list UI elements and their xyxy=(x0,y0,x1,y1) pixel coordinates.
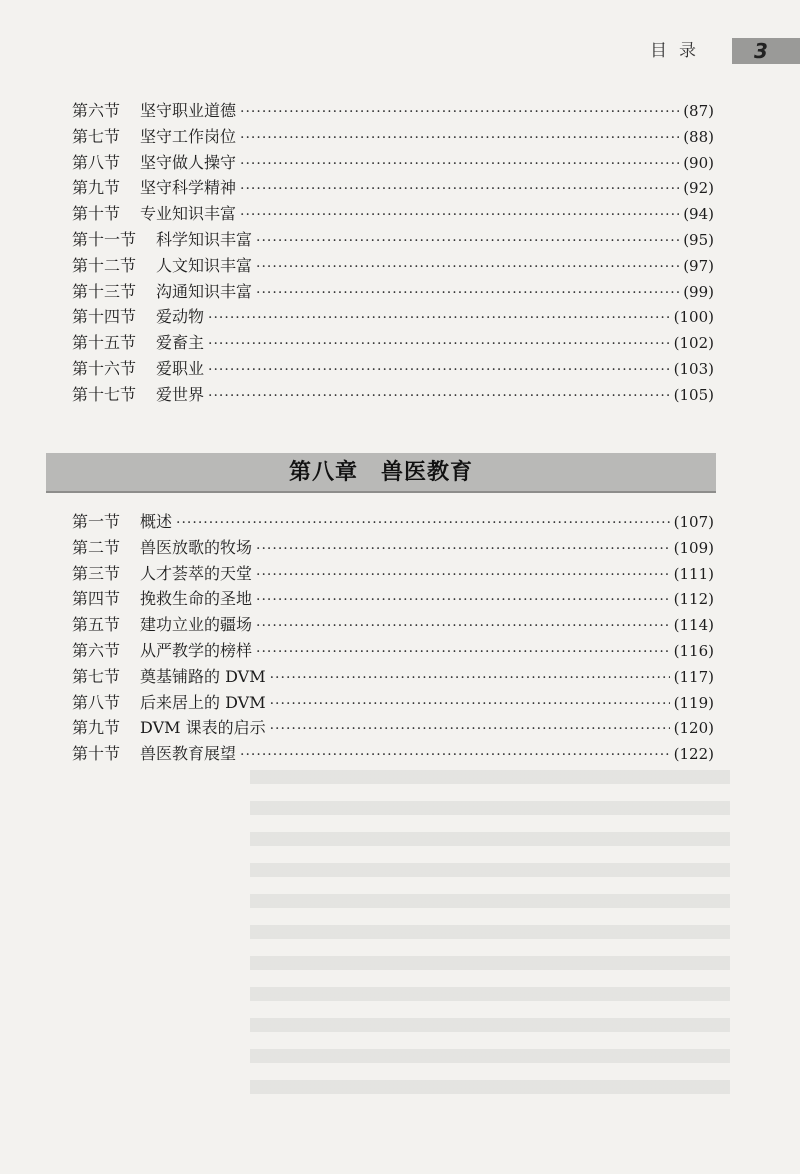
entry-section-number: 第十五节 xyxy=(72,333,137,353)
dot-leader xyxy=(256,255,679,281)
entry-page: (116) xyxy=(673,641,714,660)
toc-entry[interactable] xyxy=(72,227,714,253)
dot-leader xyxy=(176,511,670,537)
dot-leader xyxy=(208,384,670,410)
dot-leader xyxy=(240,177,679,203)
dot-leader xyxy=(240,100,679,126)
chapter-banner xyxy=(46,453,716,493)
entry-section-number: 第十一节 xyxy=(72,229,137,249)
entry-section-number: 第十二节 xyxy=(72,255,137,275)
entry-title: 坚守职业道德 xyxy=(140,101,237,120)
entry-title: 后来居上的 DVM xyxy=(140,692,266,712)
page-number: 3 xyxy=(754,39,768,63)
entry-title: 爱畜主 xyxy=(156,333,205,353)
entry-section-number: 第四节 xyxy=(72,589,121,609)
entry-page: (102) xyxy=(673,334,714,353)
toc-entry[interactable] xyxy=(72,150,714,176)
entry-page: (109) xyxy=(673,538,714,557)
entry-page: (112) xyxy=(673,590,714,609)
entry-title: 从严教学的榜样 xyxy=(140,640,253,660)
entry-title: 奠基铺路的 DVM xyxy=(140,666,266,686)
page-header xyxy=(0,38,800,64)
entry-page: (92) xyxy=(683,179,714,198)
toc-entry[interactable] xyxy=(72,330,714,356)
entry-section-number: 第九节 xyxy=(72,718,121,738)
entry-title: 坚守工作岗位 xyxy=(140,126,237,146)
entry-section-number: 第六节 xyxy=(72,101,121,120)
dot-leader xyxy=(240,126,679,152)
bleed-through-texture xyxy=(250,770,730,1100)
toc-entry[interactable] xyxy=(72,356,714,382)
dot-leader xyxy=(256,281,679,307)
entry-section-number: 第七节 xyxy=(72,126,121,146)
toc-entry[interactable] xyxy=(72,304,714,330)
dot-leader xyxy=(256,563,670,589)
entry-page: (117) xyxy=(673,667,714,686)
entry-section-number: 第七节 xyxy=(72,666,121,686)
dot-leader xyxy=(270,717,670,743)
entry-section-number: 第八节 xyxy=(72,152,121,172)
toc-entry[interactable] xyxy=(72,509,714,535)
toc-entry[interactable] xyxy=(72,201,714,227)
dot-leader xyxy=(208,306,670,332)
dot-leader xyxy=(256,614,670,640)
entry-title: 坚守做人操守 xyxy=(140,152,237,172)
dot-leader xyxy=(270,692,670,718)
entry-section-number: 第五节 xyxy=(72,615,121,635)
toc-entry[interactable] xyxy=(72,612,714,638)
dot-leader xyxy=(256,640,670,666)
entry-section-number: 第三节 xyxy=(72,563,121,583)
toc-entry[interactable] xyxy=(72,638,714,664)
entry-title: DVM 课表的启示 xyxy=(140,718,266,738)
entry-page: (90) xyxy=(683,153,714,172)
entry-page: (120) xyxy=(673,719,714,738)
entry-section-number: 第八节 xyxy=(72,692,121,712)
entry-page: (97) xyxy=(683,256,714,275)
entry-page: (107) xyxy=(673,513,714,531)
dot-leader xyxy=(208,358,670,384)
entry-page: (103) xyxy=(673,359,714,378)
toc-entry[interactable] xyxy=(72,664,714,690)
toc-entry[interactable] xyxy=(72,124,714,150)
entry-page: (111) xyxy=(673,564,714,583)
entry-title: 沟通知识丰富 xyxy=(156,281,253,301)
entry-title: 兽医放歌的牧场 xyxy=(140,537,253,557)
toc-entry[interactable] xyxy=(72,175,714,201)
entry-section-number: 第十三节 xyxy=(72,281,137,301)
dot-leader xyxy=(256,588,670,614)
entry-page: (122) xyxy=(673,745,714,764)
entry-title: 科学知识丰富 xyxy=(156,229,253,249)
dot-leader xyxy=(240,203,679,229)
entry-title: 兽医教育展望 xyxy=(140,744,237,764)
entry-page: (105) xyxy=(673,385,714,404)
entry-section-number: 第十七节 xyxy=(72,384,137,404)
entry-page: (99) xyxy=(683,282,714,301)
entry-section-number: 第十六节 xyxy=(72,358,137,378)
toc-entry[interactable] xyxy=(72,741,714,767)
toc-entry[interactable] xyxy=(72,561,714,587)
entry-section-number: 第十节 xyxy=(72,204,121,224)
entry-section-number: 第六节 xyxy=(72,640,121,660)
dot-leader xyxy=(256,229,679,255)
entry-page: (114) xyxy=(673,616,714,635)
entry-title: 爱世界 xyxy=(156,384,205,404)
entry-title: 概述 xyxy=(140,512,173,531)
entry-section-number: 第十节 xyxy=(72,744,121,764)
entry-page: (87) xyxy=(683,102,714,120)
entry-page: (119) xyxy=(673,693,714,712)
entry-title: 爱动物 xyxy=(156,307,205,327)
chapter-title[interactable]: 第八章 兽医教育 xyxy=(288,459,473,485)
dot-leader xyxy=(240,152,679,178)
entry-title: 爱职业 xyxy=(156,358,205,378)
entry-title: 专业知识丰富 xyxy=(140,204,237,224)
entry-title: 挽救生命的圣地 xyxy=(140,589,253,609)
entry-section-number: 第十四节 xyxy=(72,307,137,327)
toc-entry[interactable] xyxy=(72,279,714,305)
toc-entry[interactable] xyxy=(72,535,714,561)
toc-entry[interactable] xyxy=(72,98,714,124)
toc-entry[interactable] xyxy=(72,690,714,716)
toc-entry[interactable] xyxy=(72,715,714,741)
entry-page: (88) xyxy=(683,127,714,146)
toc-entry[interactable] xyxy=(72,253,714,279)
entry-title: 人才荟萃的天堂 xyxy=(140,563,253,583)
dot-leader xyxy=(208,332,670,358)
entry-section-number: 第一节 xyxy=(72,512,121,531)
entry-title: 坚守科学精神 xyxy=(140,178,237,198)
toc-section-chapter8 xyxy=(72,509,714,767)
toc-entry[interactable] xyxy=(72,586,714,612)
entry-page: (95) xyxy=(683,230,714,249)
entry-page: (100) xyxy=(673,308,714,327)
entry-page: (94) xyxy=(683,205,714,224)
dot-leader xyxy=(270,666,670,692)
running-head-label: 目录 xyxy=(650,41,708,61)
entry-title: 人文知识丰富 xyxy=(156,255,253,275)
toc-entry[interactable] xyxy=(72,382,714,408)
entry-section-number: 第九节 xyxy=(72,178,121,198)
toc-section-chapter7 xyxy=(72,98,714,408)
page-number-tab xyxy=(732,38,800,64)
entry-section-number: 第二节 xyxy=(72,537,121,557)
dot-leader xyxy=(256,537,670,563)
dot-leader xyxy=(240,743,670,769)
entry-title: 建功立业的疆场 xyxy=(140,615,253,635)
